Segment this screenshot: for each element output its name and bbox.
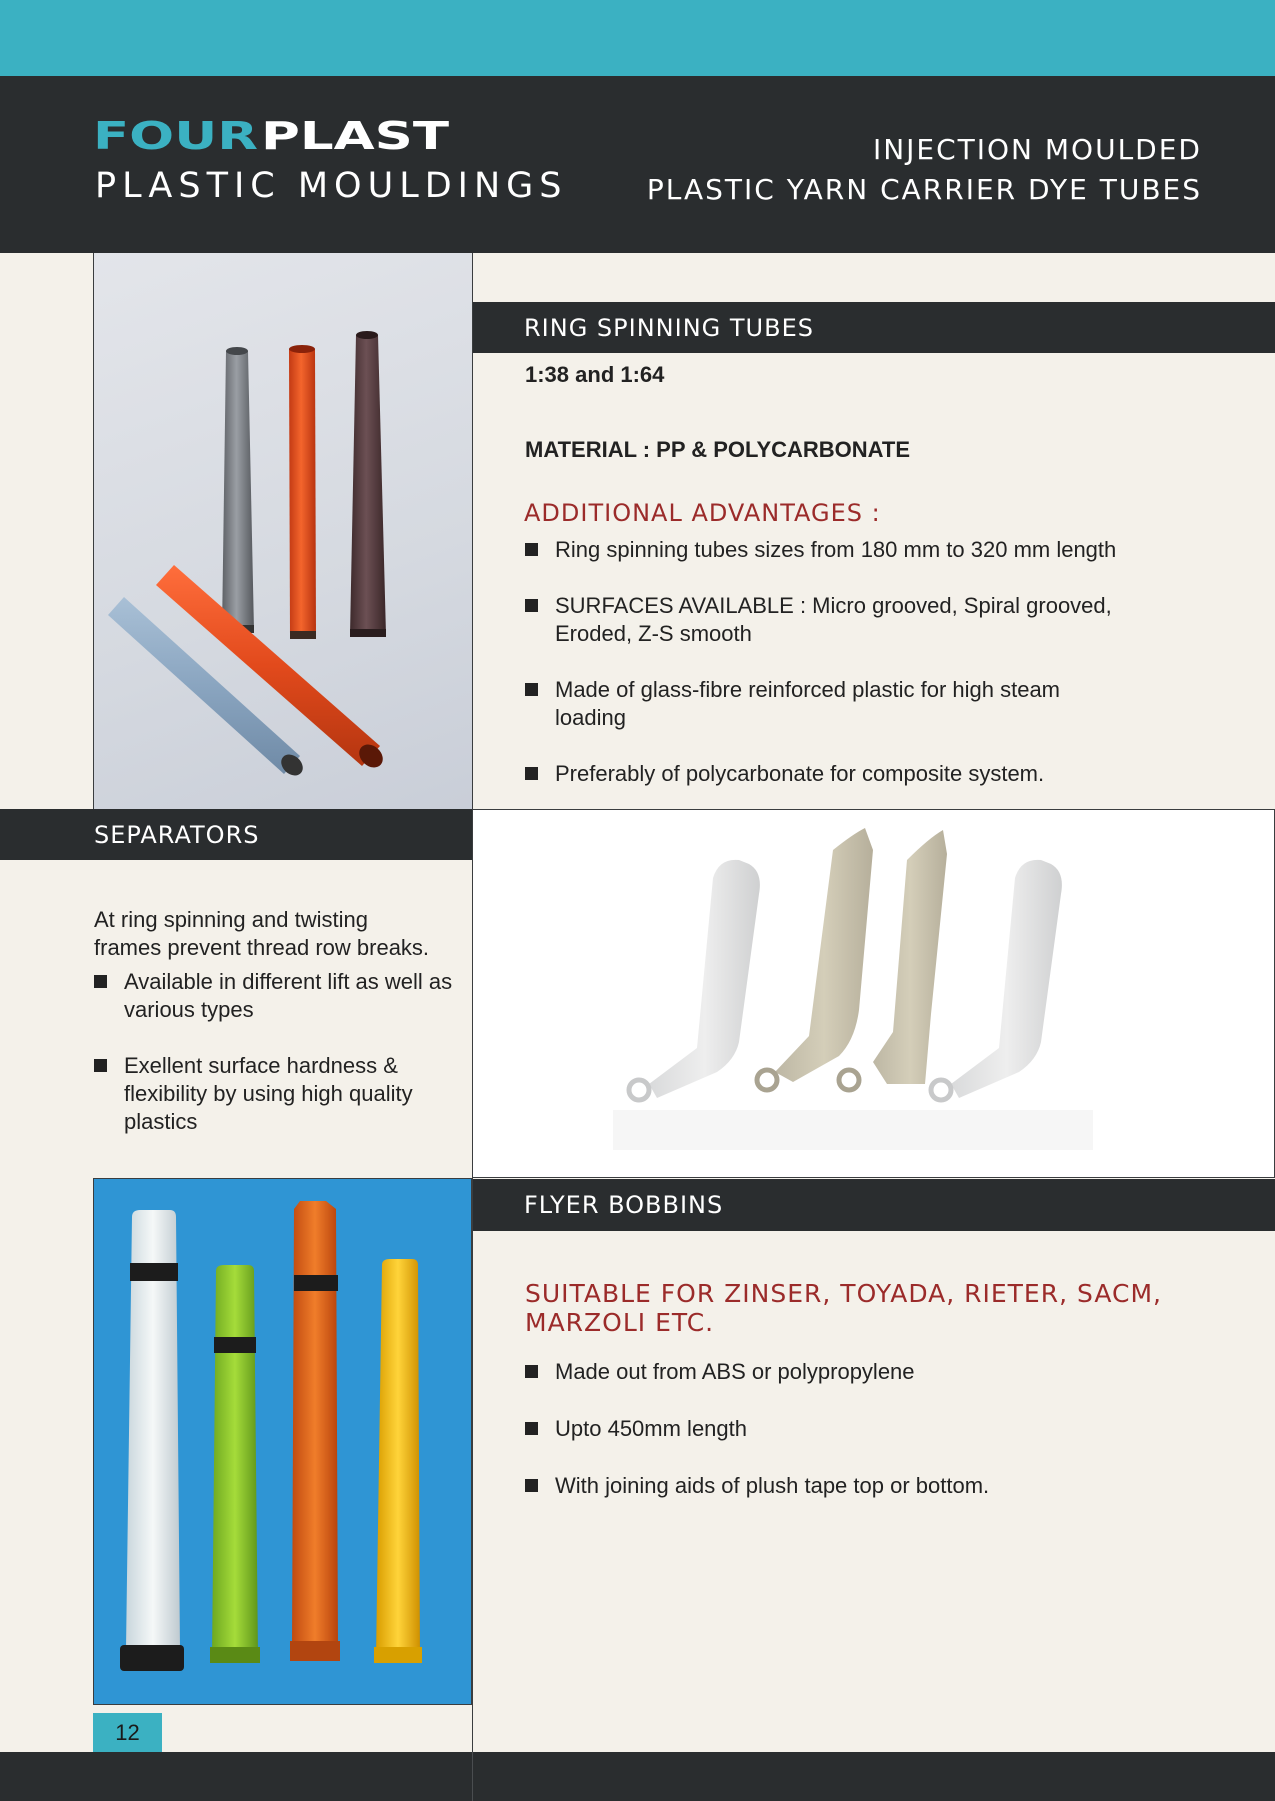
flyer-bobbins-list (525, 1358, 1125, 1500)
bullet-square-icon (525, 683, 538, 696)
logo-subtitle: PLASTIC MOULDINGS (95, 166, 568, 206)
separators-heading: SEPARATORS (94, 820, 260, 849)
list-item: Exellent surface hardness & flexibility by using high quality plastics (94, 1052, 454, 1136)
ring-spinning-material: MATERIAL : PP & POLYCARBONATE (525, 437, 911, 462)
list-item: With joining aids of plush tape top or bottom. (525, 1472, 1125, 1500)
list-item: Made of glass-fibre reinforced plastic for high steam loading (525, 676, 1125, 732)
bullet-square-icon (525, 1365, 538, 1378)
header-title-line2: PLASTIC YARN CARRIER DYE TUBES (646, 173, 1202, 206)
ring-spinning-heading: RING SPINNING TUBES (524, 313, 814, 342)
logo-four: FOUR (93, 118, 258, 154)
bullet-square-icon (94, 1059, 107, 1072)
list-item: Preferably of polycarbonate for composite system. (525, 760, 1125, 788)
advantages-list (525, 536, 1125, 788)
list-item: SURFACES AVAILABLE : Micro grooved, Spiral grooved, Eroded, Z-S smooth (525, 592, 1125, 648)
header-title-line1: INJECTION MOULDED (872, 133, 1202, 166)
bullet-square-icon (525, 599, 538, 612)
ring-spinning-heading-bar (473, 302, 1275, 353)
top-accent-bar (0, 0, 1275, 76)
advantages-heading: ADDITIONAL ADVANTAGES : (524, 499, 881, 527)
flyer-bobbins-suitable: SUITABLE FOR ZINSER, TOYADA, RIETER, SACM, MARZOLI ETC. (525, 1279, 1162, 1337)
separators-list (94, 968, 454, 1136)
page-number: 12 (93, 1713, 162, 1753)
list-item: Available in different lift as well as various types (94, 968, 454, 1024)
separators-image (472, 809, 1275, 1178)
list-item: Upto 450mm length (525, 1415, 1125, 1443)
bullet-square-icon (525, 543, 538, 556)
bullet-square-icon (525, 1422, 538, 1435)
logo-plast: PLAST (261, 118, 450, 154)
bullet-square-icon (525, 1479, 538, 1492)
ring-spinning-tubes-image (94, 253, 472, 809)
separators-intro: At ring spinning and twisting frames prevent thread row breaks. (94, 907, 430, 960)
flyer-bobbins-heading-bar (473, 1179, 1275, 1231)
flyer-bobbins-image (93, 1178, 472, 1705)
list-item: Ring spinning tubes sizes from 180 mm to 320 mm length (525, 536, 1125, 564)
separators-heading-bar (0, 809, 472, 860)
fourplast-logo (93, 118, 451, 154)
divider-line (93, 1178, 473, 1179)
list-item: Made out from ABS or polypropylene (525, 1358, 1125, 1386)
flyer-bobbins-heading: FLYER BOBBINS (524, 1191, 724, 1219)
ring-spinning-ratio: 1:38 and 1:64 (525, 362, 665, 387)
bullet-square-icon (525, 767, 538, 780)
bullet-square-icon (94, 975, 107, 988)
footer-divider (472, 1752, 473, 1801)
bottom-footer-bar (0, 1752, 1275, 1801)
